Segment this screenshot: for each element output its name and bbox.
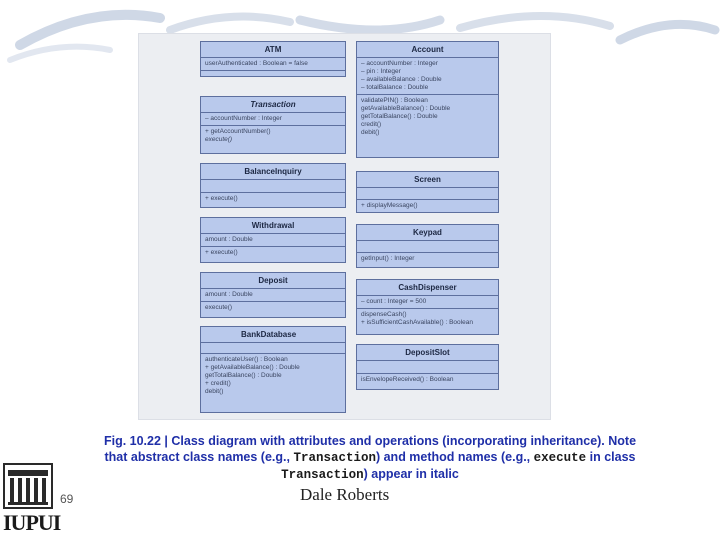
attribute: amount : Double <box>205 236 253 243</box>
operation: getAvailableBalance() : Double <box>361 105 451 112</box>
class-account <box>356 41 499 158</box>
class-name: CashDispenser <box>357 280 498 296</box>
class-name: BankDatabase <box>201 327 345 343</box>
operation: + credit() <box>205 380 231 387</box>
logo-text: IUPUI <box>3 510 61 535</box>
operation: validatePIN() : Boolean <box>361 97 428 104</box>
operation: isEnvelopeReceived() : Boolean <box>361 376 454 383</box>
operation: dispenseCash() <box>361 311 407 318</box>
attribute: – accountNumber : Integer <box>205 115 282 122</box>
class-balance-inquiry <box>200 163 346 208</box>
class-deposit <box>200 272 346 318</box>
uml-class-diagram <box>138 33 551 420</box>
class-name: Transaction <box>201 97 345 113</box>
operation: + getAccountNumber() <box>205 128 271 135</box>
class-deposit-slot <box>356 344 499 390</box>
operation: credit() <box>361 121 382 128</box>
operation: debit() <box>361 129 380 136</box>
operation: + getAvailableBalance() : Double <box>205 364 300 371</box>
attribute: userAuthenticated : Boolean = false <box>205 60 308 67</box>
slide-number: 69 <box>60 492 74 506</box>
attribute: amount : Double <box>205 291 253 298</box>
operation: + displayMessage() <box>361 202 418 209</box>
class-cash-dispenser <box>356 279 499 335</box>
operation: getTotalBalance() : Double <box>361 113 438 120</box>
operation: authenticateUser() : Boolean <box>205 356 288 363</box>
operation: getTotalBalance() : Double <box>205 372 282 379</box>
operation: debit() <box>205 388 224 395</box>
class-name: Deposit <box>201 273 345 289</box>
attribute: – availableBalance : Double <box>361 76 442 83</box>
class-name: BalanceInquiry <box>201 164 345 180</box>
class-withdrawal <box>200 217 346 263</box>
operation: + execute() <box>205 249 238 256</box>
code-class-name: Transaction <box>293 451 376 465</box>
class-bank-database <box>200 326 346 413</box>
class-screen <box>356 171 499 213</box>
operation: + execute() <box>205 195 238 202</box>
figure-caption: Fig. 10.22 | Class diagram with attributes and operations (incorporating inheritance). Note that abstract class names (e.g., Transaction) and method names (e.g., execute in class Transaction) appear in italic <box>103 434 637 482</box>
attribute: – pin : Integer <box>361 68 401 75</box>
attribute: – totalBalance : Double <box>361 84 429 91</box>
operation: + isSufficientCashAvailable() : Boolean <box>361 319 473 326</box>
class-name: Account <box>357 42 498 58</box>
class-transaction <box>200 96 346 154</box>
attribute: – count : Integer = 500 <box>361 298 427 305</box>
attribute: – accountNumber : Integer <box>361 60 438 67</box>
class-atm <box>200 41 346 77</box>
class-keypad <box>356 224 499 268</box>
class-name: Withdrawal <box>201 218 345 234</box>
operation: getInput() : Integer <box>361 255 415 262</box>
class-name: Screen <box>357 172 498 188</box>
code-class-name: Transaction <box>281 468 364 482</box>
class-name: DepositSlot <box>357 345 498 361</box>
class-name: ATM <box>201 42 345 58</box>
operation: execute() <box>205 304 233 311</box>
code-method-name: execute <box>533 451 587 465</box>
operation-abstract: execute() <box>205 136 233 143</box>
author-name: Dale Roberts <box>300 485 390 504</box>
class-name: Keypad <box>357 225 498 241</box>
